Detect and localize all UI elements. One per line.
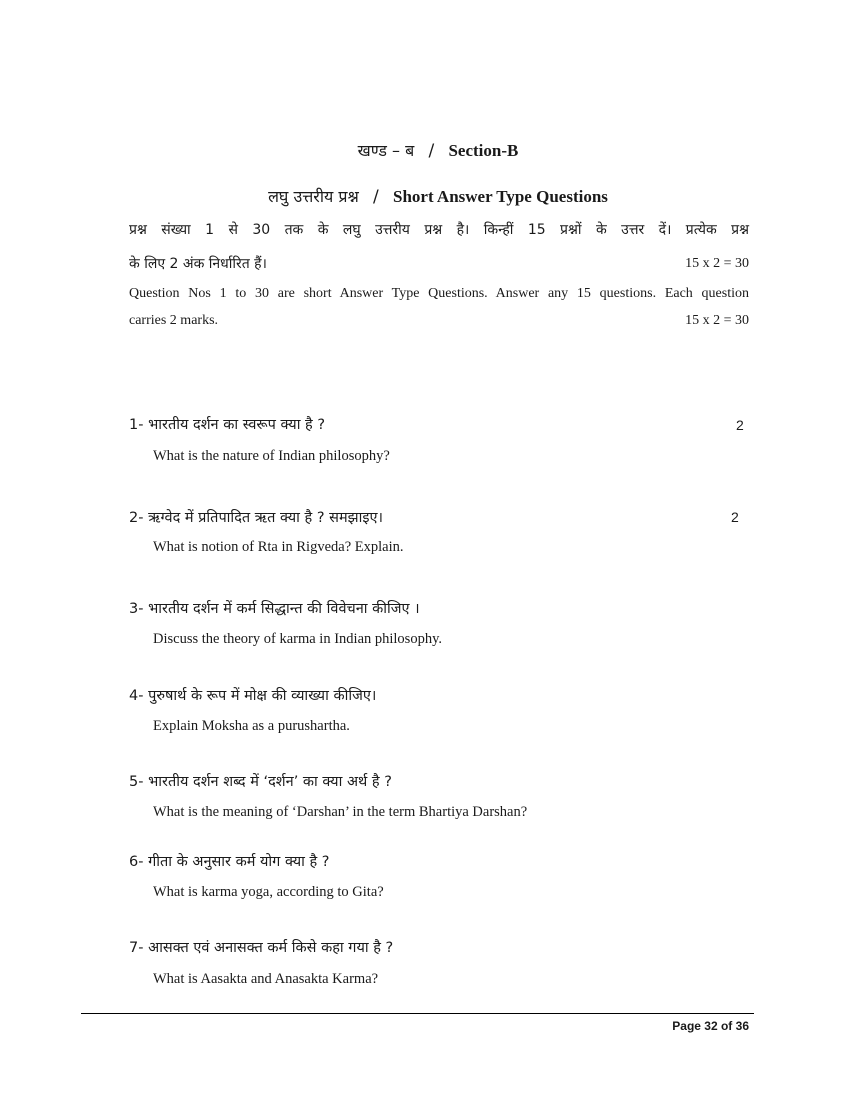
instructions-hindi-marks: 15 x 2 = 30: [685, 256, 749, 271]
instructions-hindi-line-1: प्रश्न संख्या 1 से 30 तक के लघु उत्तरीय प्रश्न है। किन्हीं 15 प्रश्नों के उत्तर दें। प्रत्येक प्रश्न: [129, 222, 749, 238]
question-text-hindi: भारतीय दर्शन में कर्म सिद्धान्त की विवेचना कीजिए ।: [148, 601, 420, 617]
question-number: 5-: [129, 774, 144, 790]
section-title-slash: /: [428, 141, 435, 161]
instructions-english-line-1: Question Nos 1 to 30 are short Answer Type Questions. Answer any 15 questions. Each question: [129, 286, 749, 301]
question-text-hindi: ऋग्वेद में प्रतिपादित ऋत क्या है ? समझाइए।: [148, 510, 383, 526]
question-text-hindi: भारतीय दर्शन का स्वरूप क्या है ?: [148, 417, 326, 433]
question-4-english: Explain Moksha as a purushartha.: [153, 718, 350, 734]
question-number: 7-: [129, 940, 144, 956]
question-number: 2-: [129, 510, 144, 526]
question-text-hindi: आसक्त एवं अनासक्त कर्म किसे कहा गया है ?: [148, 940, 394, 956]
instructions-english-marks: 15 x 2 = 30: [685, 313, 749, 328]
question-text-hindi: भारतीय दर्शन शब्द में ‘दर्शन’ का क्या अर्थ है ?: [148, 774, 392, 790]
question-number: 3-: [129, 601, 144, 617]
question-2-hindi: [129, 507, 383, 527]
subsection-title: [0, 185, 850, 207]
section-title-hindi: खण्ड – ब: [357, 141, 415, 160]
question-number: 6-: [129, 854, 144, 870]
question-2-marks: 2: [731, 509, 739, 525]
instructions-hindi-line-2: के लिए 2 अंक निर्धारित हैं।: [129, 256, 267, 272]
question-number: 1-: [129, 417, 144, 433]
footer-divider: [81, 1013, 754, 1014]
subsection-title-english: Short Answer Type Questions: [393, 187, 608, 206]
question-6-english: What is karma yoga, according to Gita?: [153, 884, 384, 900]
section-title-english: Section-B: [448, 141, 519, 160]
question-5-english: What is the meaning of ‘Darshan’ in the term Bhartiya Darshan?: [153, 804, 528, 820]
subsection-title-hindi: लघु उत्तरीय प्रश्न: [268, 187, 359, 206]
question-1-marks: 2: [736, 417, 744, 433]
subsection-title-slash: /: [373, 187, 379, 207]
question-text-hindi: पुरुषार्थ के रूप में मोक्ष की व्याख्या कीजिए।: [148, 688, 377, 704]
question-number: 4-: [129, 688, 144, 704]
question-3-english: Discuss the theory of karma in Indian philosophy.: [153, 631, 443, 647]
question-1-hindi: [129, 414, 325, 434]
question-5-hindi: [129, 771, 392, 791]
question-6-hindi: [129, 851, 330, 871]
question-7-english: What is Aasakta and Anasakta Karma?: [153, 971, 379, 987]
instructions-english-line-2: carries 2 marks.: [129, 313, 219, 328]
page-number: Page 32 of 36: [672, 1019, 749, 1033]
question-7-hindi: [129, 937, 393, 957]
question-1-english: What is the nature of Indian philosophy?: [153, 448, 390, 464]
question-4-hindi: [129, 685, 376, 705]
question-3-hindi: [129, 598, 420, 618]
question-2-english: What is notion of Rta in Rigveda? Explain.: [153, 539, 404, 555]
section-title: [0, 139, 850, 161]
question-text-hindi: गीता के अनुसार कर्म योग क्या है ?: [148, 854, 330, 870]
